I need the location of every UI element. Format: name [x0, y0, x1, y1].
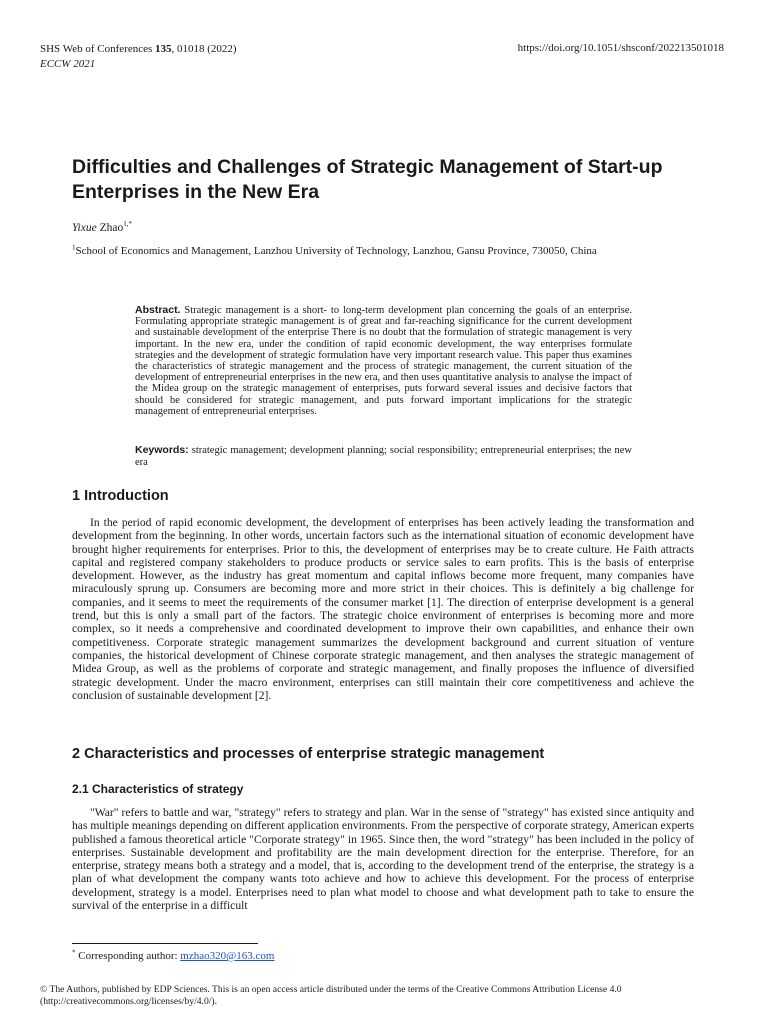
footnote-divider	[72, 943, 258, 944]
doi-link[interactable]: https://doi.org/10.1051/shsconf/202213501018	[517, 42, 724, 54]
keywords-label: Keywords:	[135, 444, 189, 456]
keywords-text: strategic management; development planning; social responsibility; entrepreneurial enterprises; the new era	[135, 445, 632, 468]
author-line	[72, 222, 132, 234]
affiliation-text: School of Economics and Management, Lanzhou University of Technology, Lanzhou, Gansu Province, 730050, China	[75, 245, 597, 257]
section-heading-introduction: 1 Introduction	[72, 488, 169, 504]
author-given-name: Yixue	[72, 222, 97, 234]
affiliation-line	[72, 245, 597, 257]
copyright-notice	[40, 984, 730, 1008]
abstract	[135, 305, 632, 417]
author-family-name: Zhao	[96, 222, 124, 234]
running-header	[40, 42, 237, 72]
affiliation-mark: 1	[72, 243, 76, 252]
abstract-label: Abstract.	[135, 304, 181, 316]
license-url[interactable]: (http://creativecommons.org/licenses/by/4.0/).	[40, 996, 218, 1007]
introduction-paragraph: In the period of rapid economic development, the development of enterprises has been actively leading the transformation and development from the beginning. In other words, uncertain factors such as the international situation of economic development have brought higher requirements for enterprises. Prior to this, the development of enterprises may be to create culture. He Faith attracts capital and registered company stakeholders to produce products or service sales to earn profits. This is the basis of enterprise development. However, as the industry has great momentum and capital inflows become more frequent, many companies have miraculously sprung up. Consumers are becoming more and more strict in their choices. This is definitely a big challenge for companies, and it seems to meet the requirements of the consumer market [1]. The direction of enterprise development is a general trend, but this is only a small part of the factors. The strategic choice environment of enterprises is becoming more and more complex, so it needs a comprehensive and coordinated development to improve their own capabilities, and enhance their own competitiveness. Corporate strategic management summarizes the development background and current situation of venture companies, the historical development of Chinese corporate strategic management, and then analyses the strategic management of Midea Group, as well as the problems of corporate and strategic management, and finally proposes the influence of diversified strategic development. Under the macro environment, enterprises can still maintain their core competitiveness and achieve the conclusion of sustainable development [2].	[72, 516, 694, 702]
paper-title: Difficulties and Challenges of Strategic Management of Start-up Enterprises in the New Era	[72, 156, 663, 203]
abstract-text: Strategic management is a short- to long-term development plan concerning the goals of an enterprise. Formulating appropriate strategic management is of great and far-reaching significance for the current development and sustainable development of the enterprise There is no doubt that the formulation of strategic management is very important. In the new era, under the condition of rapid economic development, the way enterprises formulate strategies and the development of strategic formulation have very important research value. This paper thus examines the characteristics of strategic management and the process of strategic management, the current situation of the development of entrepreneurial enterprises in the new era, and then uses quantitative analysis to analyse the impact of the Midea group on the strategic management of enterprises, puts forward several issues and decisive factors that should be considered for strategic management, and puts forward important implications for the strategic management of entrepreneurial enterprises.	[135, 305, 632, 417]
corresponding-author-footnote	[72, 950, 274, 962]
subsection-heading-strategy: 2.1 Characteristics of strategy	[72, 782, 244, 796]
journal-citation: SHS Web of Conferences 135, 01018 (2022)	[40, 43, 237, 55]
section-heading-characteristics: 2 Characteristics and processes of enterprise strategic management	[72, 746, 545, 762]
volume-number: 135	[155, 43, 172, 55]
author-email-link[interactable]: mzhao320@163.com	[180, 950, 275, 962]
footnote-label: Corresponding author:	[75, 950, 181, 962]
copyright-line-1: © The Authors, published by EDP Sciences. This is an open access article distributed under the terms of the Creative Commons Attribution License 4.0	[40, 984, 622, 995]
conference-name: ECCW 2021	[40, 58, 96, 70]
keywords	[135, 444, 632, 469]
footnote-mark: *	[72, 948, 76, 957]
strategy-paragraph: "War" refers to battle and war, "strategy" refers to strategy and plan. War in the sense of "strategy" has existed since antiquity and has multiple meanings depending on different application environments. From the perspective of corporate strategy, American experts published a famous theoretical article "Corporate strategy" in 1965. Since then, the word "strategy" has been included in the policy of enterprises. Sustainable development and profitability are the main development direction for the enterprise. Therefore, for an enterprise, strategy means both a strategy and a model, that is, according to the development trend of the enterprise, the strategy is a plan of what development the company wants toto achieve and how to achieve this development. For the process of enterprise development, strategy is a model. Enterprises need to plan what model to choose and what development path to take to ensure the survival of the enterprise in a difficult	[72, 806, 695, 913]
author-affiliation-mark: 1,*	[123, 220, 132, 229]
